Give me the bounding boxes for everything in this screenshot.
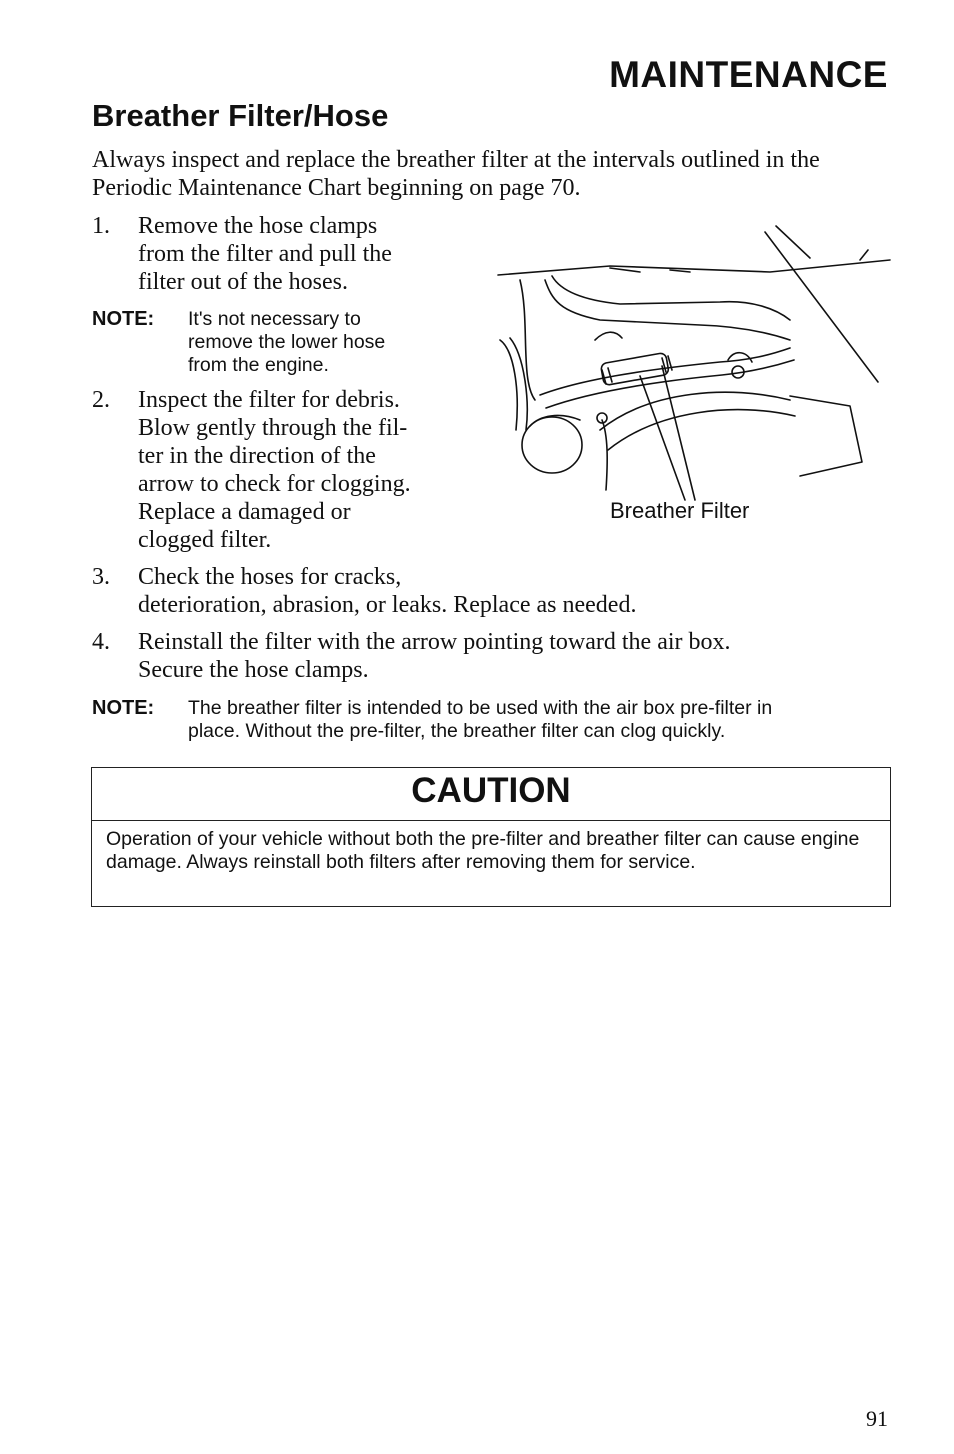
page-title: Breather Filter/Hose [92,98,389,133]
step-line: Blow gently through the fil- [138,415,408,441]
step-line: from the filter and pull the [138,241,392,267]
note-line: from the engine. [188,354,329,376]
step-number: 4. [92,629,110,655]
page-number: 91 [866,1406,888,1431]
figure-label: Breather Filter [610,498,750,523]
step-line: deterioration, abrasion, or leaks. Replace as needed. [138,592,637,618]
intro-paragraph: Always inspect and replace the breather filter at the intervals outlined in the Periodic Maintenance Chart beginning on page 70. [92,147,820,201]
step-line: Reinstall the filter with the arrow pointing toward the air box. [138,629,731,655]
caution-text: Operation of your vehicle without both the pre-filter and breather filter can cause engine damage. Always reinstall both filters after removing them for service. [106,828,860,873]
note-line: The breather filter is intended to be used with the air box pre-filter in [188,697,773,719]
step-line: Secure the hose clamps. [138,657,369,683]
step-3 [92,563,892,619]
step-line: clogged filter. [138,527,272,553]
note-label: NOTE: [92,697,155,719]
step-line: Inspect the filter for debris. [138,387,400,413]
step-line: Replace a damaged or [138,499,351,525]
section-header: MAINTENANCE [609,54,888,95]
note-2 [92,697,892,743]
caution-box [91,767,891,907]
step-line: Check the hoses for cracks, [138,564,402,590]
step-2 [92,386,472,554]
caution-title: CAUTION [92,768,890,821]
step-line: filter out of the hoses. [138,269,348,295]
note-line: remove the lower hose [188,331,386,353]
step-line: ter in the direction of the [138,443,376,469]
step-number: 1. [92,213,110,239]
note-line: place. Without the pre-filter, the breather filter can clog quickly. [188,720,726,742]
step-1 [92,212,452,296]
note-line: It's not necessary to [188,308,361,330]
step-number: 3. [92,564,110,590]
step-number: 2. [92,387,110,413]
step-4 [92,628,892,684]
note-label: NOTE: [92,308,155,330]
breather-filter-illustration [490,220,900,530]
note-1 [92,308,452,377]
step-line: arrow to check for clogging. [138,471,411,497]
step-line: Remove the hose clamps [138,213,378,239]
